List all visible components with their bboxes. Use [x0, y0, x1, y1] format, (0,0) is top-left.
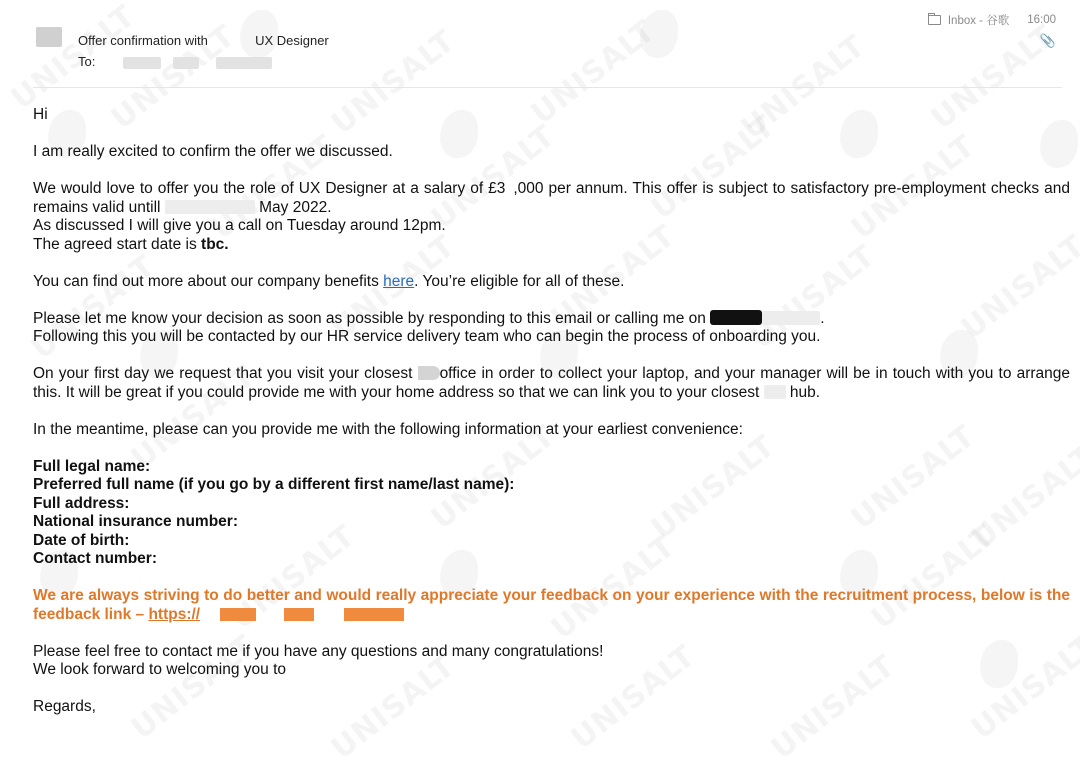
link-redaction — [220, 608, 256, 621]
phone-redaction — [762, 311, 820, 325]
to-label: To: — [78, 54, 96, 69]
subject-prefix: Offer confirmation with — [78, 33, 208, 48]
decision-text: . — [820, 309, 825, 327]
paperclip-icon[interactable]: 📎 — [1039, 33, 1056, 48]
recipient-redaction — [216, 57, 272, 69]
decision-paragraph — [33, 310, 1070, 347]
offer-text: We would love to offer you the role of UX Designer at a salary of £3 — [33, 180, 506, 197]
first-day-text: hub. — [789, 383, 821, 401]
first-day-text: On your first day we request that you visit your closest — [33, 365, 413, 382]
feedback-text: We are always striving to do better and would really appreciate your feedback on your experience with the recruitment process, below is the feedback link – — [33, 587, 1070, 623]
date-redaction — [165, 200, 255, 214]
info-field: Preferred full name (if you go by a different first name/last name): — [33, 476, 515, 493]
feedback-link[interactable]: https:// — [148, 605, 201, 623]
welcome-line: We look forward to welcoming you to — [33, 661, 286, 678]
start-date-line — [33, 236, 1070, 255]
greeting: Hi — [33, 106, 48, 123]
email-header — [0, 0, 1080, 88]
info-field: Full legal name: — [33, 457, 151, 475]
feedback-paragraph — [33, 587, 1070, 624]
sign-off: Regards, — [33, 698, 96, 715]
benefits-link[interactable]: here — [383, 272, 415, 290]
email-body — [33, 106, 1070, 735]
recipient-row — [78, 54, 272, 69]
first-day-paragraph — [33, 365, 1070, 402]
office-redaction — [418, 366, 440, 380]
offer-text: May 2022. — [259, 198, 332, 216]
link-redaction — [284, 608, 314, 621]
mailbox-label: Inbox - 谷歌 — [947, 15, 1010, 27]
benefits-text: . You’re eligible for all of these. — [414, 272, 625, 290]
offer-text: ,000 per annum. This offer is subject to satisfactory pre-employment checks and remains valid untill — [33, 180, 1070, 216]
link-redaction — [344, 608, 404, 621]
email-time: 16:00 — [1027, 14, 1056, 26]
benefits-text: You can find out more about our company benefits — [33, 272, 379, 290]
start-date-text: The agreed start date is — [33, 235, 197, 253]
recipient-redaction — [173, 57, 199, 69]
subject-role: UX Designer — [255, 33, 329, 48]
info-field: Contact number: — [33, 550, 157, 567]
decision-text: Following this you will be contacted by our HR service delivery team who can begin the process of onboarding you. — [33, 328, 821, 345]
benefits-paragraph — [33, 273, 1070, 292]
hub-redaction — [764, 385, 786, 399]
info-request-list — [33, 458, 1070, 569]
questions-line: Please feel free to contact me if you have any questions and many congratulations! — [33, 642, 604, 660]
sender-avatar — [36, 27, 62, 47]
first-day-text: office in order to collect your laptop, and your manager will be in touch with you to arrange this. It will be great if you could provide me with your home address so that we can link you to your closest — [33, 365, 1071, 401]
folder-icon — [928, 15, 941, 25]
meantime-paragraph: In the meantime, please can you provide me with the following information at your earliest convenience: — [33, 420, 743, 438]
start-date-value: tbc. — [201, 235, 229, 253]
info-field: Date of birth: — [33, 531, 130, 549]
email-subject — [78, 33, 329, 48]
decision-text: Please let me know your decision as soon as possible by responding to this email or calling me on — [33, 309, 706, 327]
call-line: As discussed I will give you a call on Tuesday around 12pm. — [33, 217, 446, 234]
phone-redaction — [710, 310, 762, 325]
recipient-redaction — [123, 57, 161, 69]
info-field: National insurance number: — [33, 513, 238, 530]
header-divider — [33, 87, 1062, 88]
mailbox-link[interactable] — [928, 12, 1010, 28]
intro-paragraph: I am really excited to confirm the offer we discussed. — [33, 143, 393, 160]
info-field: Full address: — [33, 494, 130, 512]
offer-paragraph — [33, 180, 1070, 217]
email-meta — [928, 12, 1056, 28]
